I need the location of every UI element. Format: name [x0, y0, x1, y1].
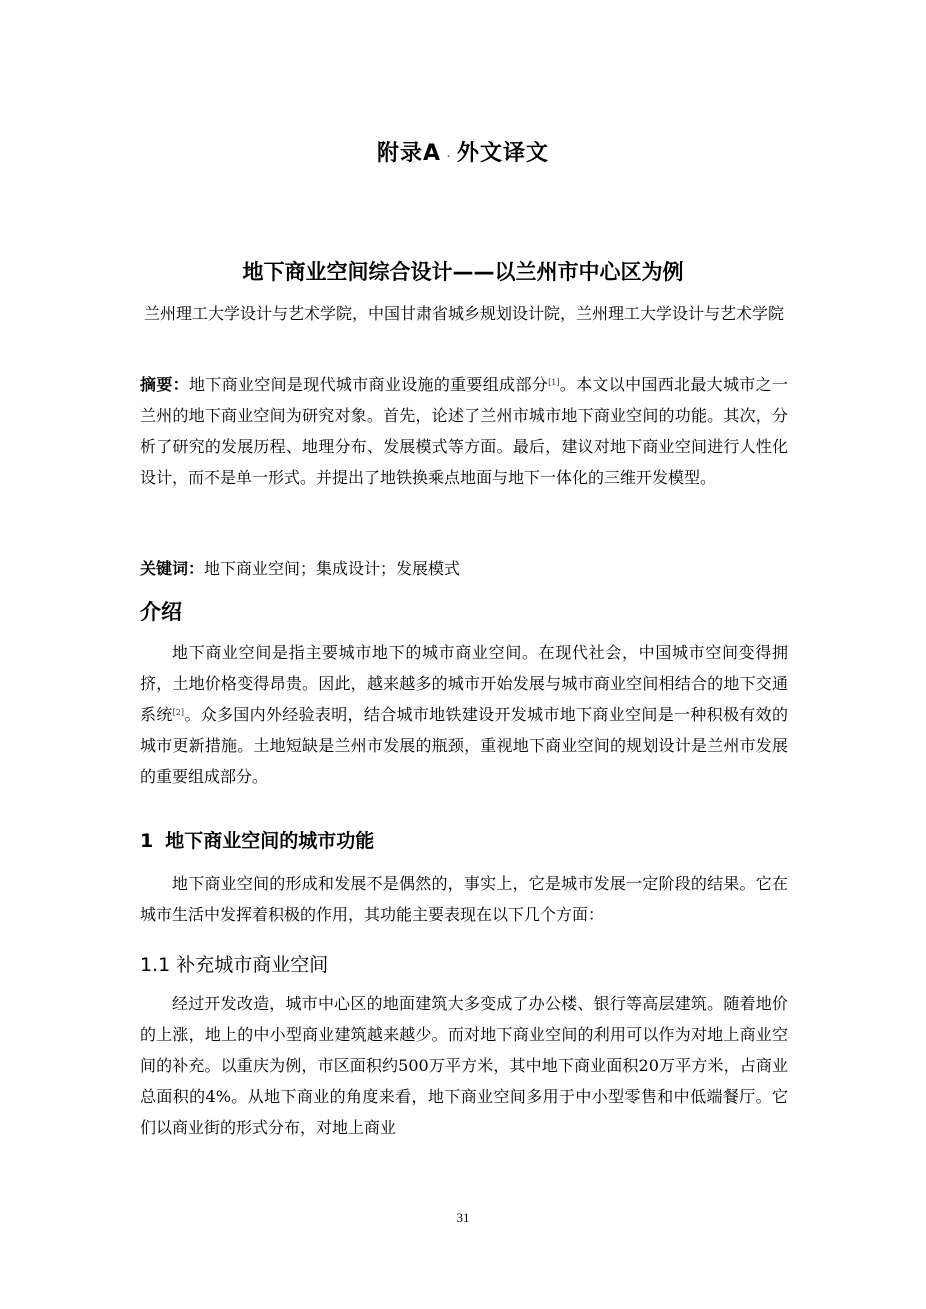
- abstract-ref[interactable]: [1]: [548, 378, 560, 387]
- affiliation: 兰州理工大学设计与艺术学院，中国甘肃省城乡规划设计院，兰州理工大学设计与艺术学院: [143, 304, 784, 323]
- section11-paragraph: 经过开发改造，城市中心区的地面建筑大多变成了办公楼、银行等高层建筑。随着地价的上涨，地上的中小型商业建筑越来越少。而对地下商业空间的利用可以作为对地上商业空间的补充。以重庆为例，市区面积约500万平方米，其中地下商业面积20万平方米，占商业总面积的4%。从地下商业的角度来看，地下商业空间多用于中小型零售和中低端餐厅。它们以商业街的形式分布，对地上商业: [140, 994, 788, 1137]
- appendix-dot: .: [446, 149, 452, 159]
- page-number: 31: [456, 1210, 470, 1225]
- section1-title: 地下商业空间的城市功能: [165, 830, 375, 852]
- intro-ref[interactable]: [2]: [172, 708, 184, 717]
- section1-heading: [140, 826, 374, 853]
- keywords-text: 地下商业空间；集成设计；发展模式: [204, 559, 461, 578]
- appendix-heading: 外文译文: [457, 141, 550, 166]
- intro-text-a: 地下商业空间是指主要城市地下的城市商业空间。在现代社会，中国城市空间变得拥挤，土地价格变得昂贵。因此，越来越多的城市开始发展与城市商业空间相结合的地下交通系统: [140, 643, 788, 724]
- appendix-label: 附录A: [376, 141, 441, 166]
- keywords: [140, 553, 788, 584]
- intro-text-b: 。众多国内外经验表明，结合城市地铁建设开发城市地下商业空间是一种积极有效的城市更新措施。土地短缺是兰州市发展的瓶颈，重视地下商业空间的规划设计是兰州市发展的重要组成部分。: [140, 705, 788, 786]
- keywords-label: 关键词：: [140, 559, 205, 578]
- section1-paragraph: 地下商业空间的形成和发展不是偶然的，事实上，它是城市发展一定阶段的结果。它在城市生活中发挥着积极的作用，其功能主要表现在以下几个方面：: [140, 874, 788, 924]
- abstract-label: 摘要：: [140, 375, 189, 394]
- section11-heading: 1.1 补充城市商业空间: [140, 954, 329, 976]
- appendix-title: [0, 136, 926, 167]
- paper-title: 地下商业空间综合设计——以兰州市中心区为例: [242, 260, 684, 284]
- intro-paragraph: [140, 637, 788, 792]
- section1-number: 1: [140, 830, 154, 852]
- abstract-text-a: 地下商业空间是现代城市商业设施的重要组成部分: [188, 375, 549, 394]
- abstract: [140, 369, 788, 493]
- intro-heading: 介绍: [140, 600, 182, 624]
- abstract-text-b: 。本文以中国西北最大城市之一兰州的地下商业空间为研究对象。首先，论述了兰州市城市地下商业空间的功能。其次，分析了研究的发展历程、地理分布、发展模式等方面。最后，建议对地下商业空间进行人性化设计，而不是单一形式。并提出了地铁换乘点地面与地下一体化的三维开发模型。: [140, 375, 788, 487]
